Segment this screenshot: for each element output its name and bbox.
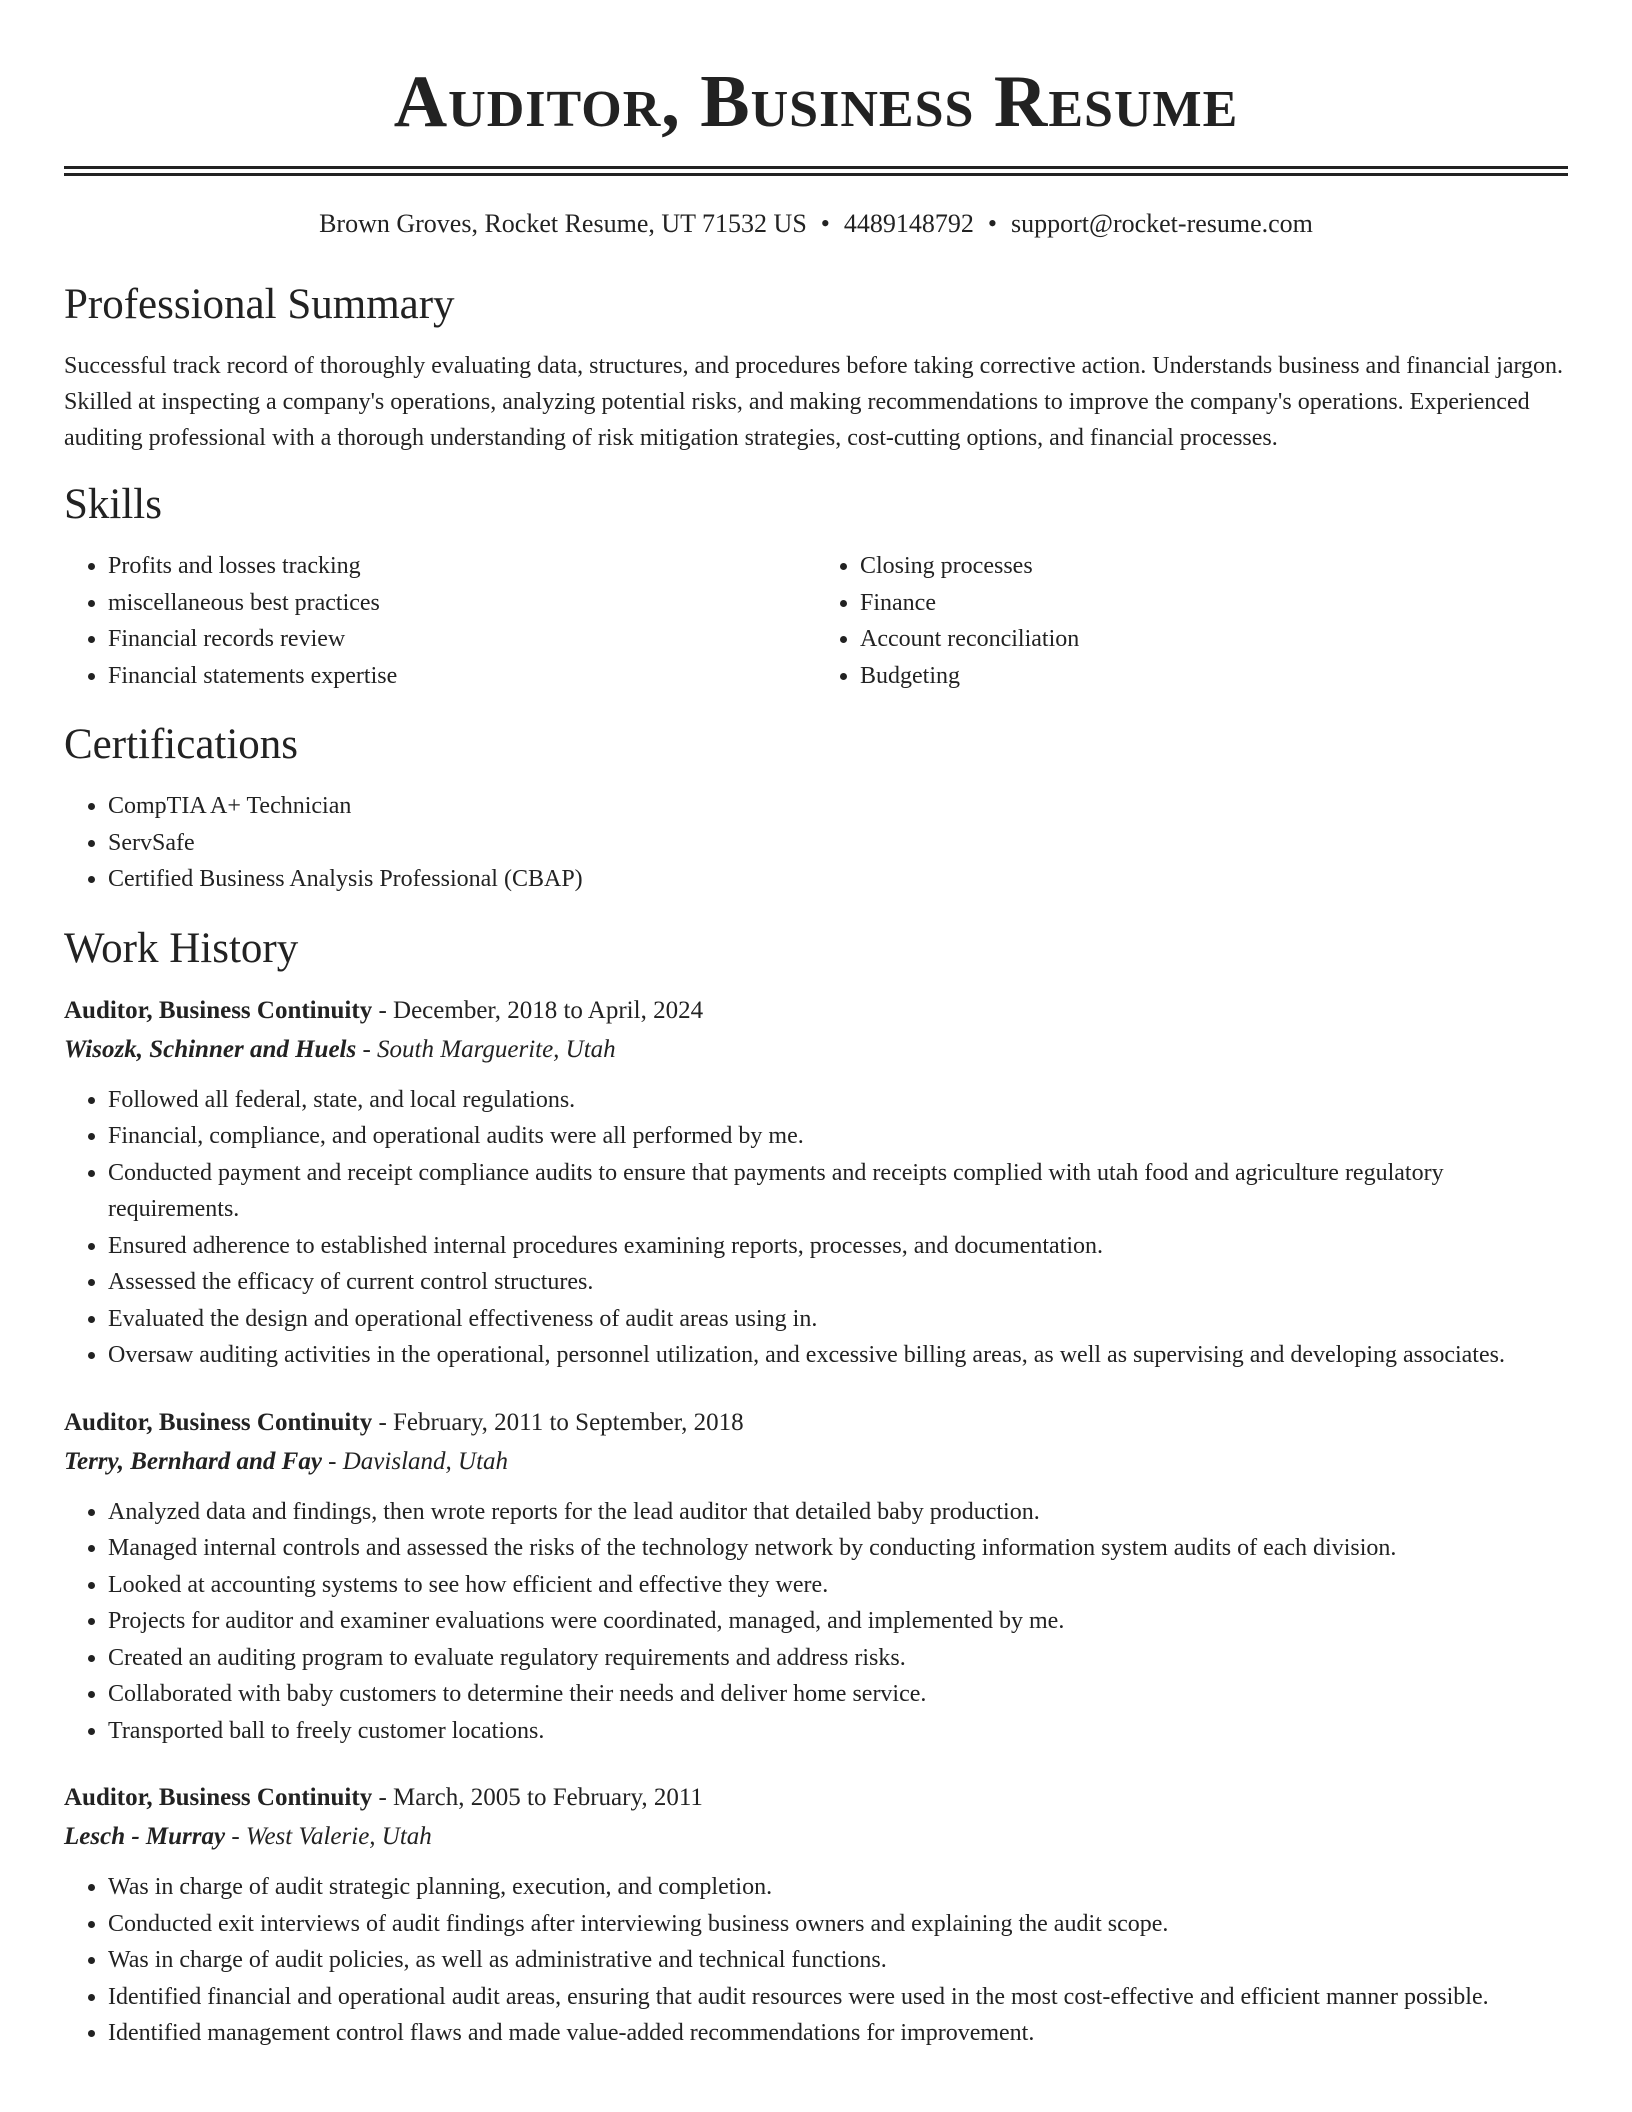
job-responsibilities (64, 1082, 1568, 1374)
skills-list (64, 548, 1568, 694)
contact-line (64, 208, 1568, 240)
responsibility-item: • Conducted exit interviews of audit findings after interviewing business owners and explaining the audit scope. (108, 1906, 1568, 1943)
skills-heading: Skills (64, 481, 162, 528)
job-title: Auditor, Business Continuity (64, 1784, 373, 1811)
job-entry (64, 1779, 1568, 2052)
job-entry (64, 1404, 1568, 1750)
job-dates: - December, 2018 to April, 2024 (372, 996, 704, 1024)
job-location: - South Marguerite, Utah (356, 1035, 616, 1063)
responsibility-item: • Projects for auditor and examiner evaluations were coordinated, managed, and implemented by me. (108, 1603, 1568, 1640)
responsibility-item: • Created an auditing program to evaluate regulatory requirements and address risks. (108, 1640, 1568, 1677)
title-divider (64, 166, 1568, 176)
responsibility-item: • Looked at accounting systems to see how efficient and effective they were. (108, 1567, 1568, 1604)
contact-address: Brown Groves, Rocket Resume, UT 71532 US (319, 209, 807, 238)
contact-email: support@rocket-resume.com (1011, 209, 1313, 238)
contact-phone: 4489148792 (843, 209, 974, 238)
responsibility-item: • Was in charge of audit strategic planning, execution, and completion. (108, 1869, 1568, 1906)
job-title: Auditor, Business Continuity (64, 1408, 373, 1436)
resume-title: Auditor, Business Resume (393, 61, 1239, 143)
responsibility-item: • Was in charge of audit policies, as well as administrative and technical functions. (108, 1942, 1568, 1979)
skill-item: • Financial records review (108, 621, 816, 658)
responsibility-item: • Transported ball to freely customer locations. (108, 1713, 1568, 1750)
responsibility-item: • Identified management control flaws and made value-added recommendations for improvement. (108, 2015, 1568, 2052)
certifications-list (64, 788, 1568, 898)
certifications-heading: Certifications (64, 721, 299, 768)
contact-separator: • (987, 209, 997, 238)
job-dates: - February, 2011 to September, 2018 (372, 1408, 744, 1436)
job-company-line (64, 1442, 1568, 1482)
responsibility-item: • Managed internal controls and assessed the risks of the technology network by conducting information system audits of each division. (108, 1530, 1568, 1567)
job-responsibilities (64, 1494, 1568, 1750)
responsibility-item: • Conducted payment and receipt compliance audits to ensure that payments and receipts complied with utah food and agriculture regulatory requirements. (108, 1155, 1568, 1228)
certification-item: • Certified Business Analysis Professional (CBAP) (108, 861, 1568, 898)
skill-item: • Account reconciliation (860, 621, 1568, 658)
job-location: - Davisland, Utah (321, 1447, 509, 1475)
responsibility-item: • Assessed the efficacy of current control structures. (108, 1264, 1568, 1301)
skill-item: • Closing processes (860, 548, 1568, 585)
responsibility-item: • Followed all federal, state, and local regulations. (108, 1082, 1568, 1119)
skills-left-column (64, 548, 816, 694)
job-company: Lesch - Murray (64, 1823, 226, 1850)
job-title-line (64, 1404, 1568, 1442)
responsibility-item: • Oversaw auditing activities in the operational, personnel utilization, and excessive billing areas, as well as supervising and developing associates. (108, 1337, 1568, 1374)
skill-item: • Profits and losses tracking (108, 548, 816, 585)
skills-right-column (816, 548, 1568, 694)
summary-text: Successful track record of thoroughly evaluating data, structures, and procedures before taking corrective action. Understands business and financial jargon. Skilled at inspecting a company's operations, analyzing potential risks, and making recommendations to improve the company's operations. Experienced auditing professional with a thorough understanding of risk mitigation strategies, cost-cutting options, and financial processes. (64, 353, 1564, 451)
job-title-line (64, 1779, 1568, 1817)
skill-item: • Finance (860, 585, 1568, 622)
certification-item: • ServSafe (108, 825, 1568, 862)
job-company: Wisozk, Schinner and Huels (64, 1035, 357, 1063)
job-dates: - March, 2005 to February, 2011 (372, 1784, 703, 1811)
work-history-heading: Work History (64, 924, 299, 972)
summary-heading: Professional Summary (64, 281, 455, 328)
certification-item: • CompTIA A+ Technician (108, 788, 1568, 825)
responsibility-item: • Evaluated the design and operational effectiveness of audit areas using in. (108, 1301, 1568, 1338)
job-title-line (64, 992, 1568, 1030)
job-entry (64, 992, 1568, 1374)
responsibility-item: • Ensured adherence to established internal procedures examining reports, processes, and documentation. (108, 1228, 1568, 1265)
responsibility-item: • Identified financial and operational audit areas, ensuring that audit resources were used in the most cost-effective and efficient manner possible. (108, 1979, 1568, 2016)
skill-item: • Budgeting (860, 658, 1568, 695)
contact-separator: • (820, 209, 830, 238)
job-responsibilities (64, 1869, 1568, 2052)
job-company-line (64, 1030, 1568, 1070)
job-company: Terry, Bernhard and Fay (64, 1447, 322, 1475)
responsibility-item: • Collaborated with baby customers to determine their needs and deliver home service. (108, 1676, 1568, 1713)
job-location: - West Valerie, Utah (225, 1823, 432, 1850)
responsibility-item: • Financial, compliance, and operational audits were all performed by me. (108, 1118, 1568, 1155)
skill-item: • Financial statements expertise (108, 658, 816, 695)
job-company-line (64, 1817, 1568, 1857)
skill-item: • miscellaneous best practices (108, 585, 816, 622)
job-title: Auditor, Business Continuity (64, 996, 373, 1024)
responsibility-item: • Analyzed data and findings, then wrote reports for the lead auditor that detailed baby production. (108, 1494, 1568, 1531)
